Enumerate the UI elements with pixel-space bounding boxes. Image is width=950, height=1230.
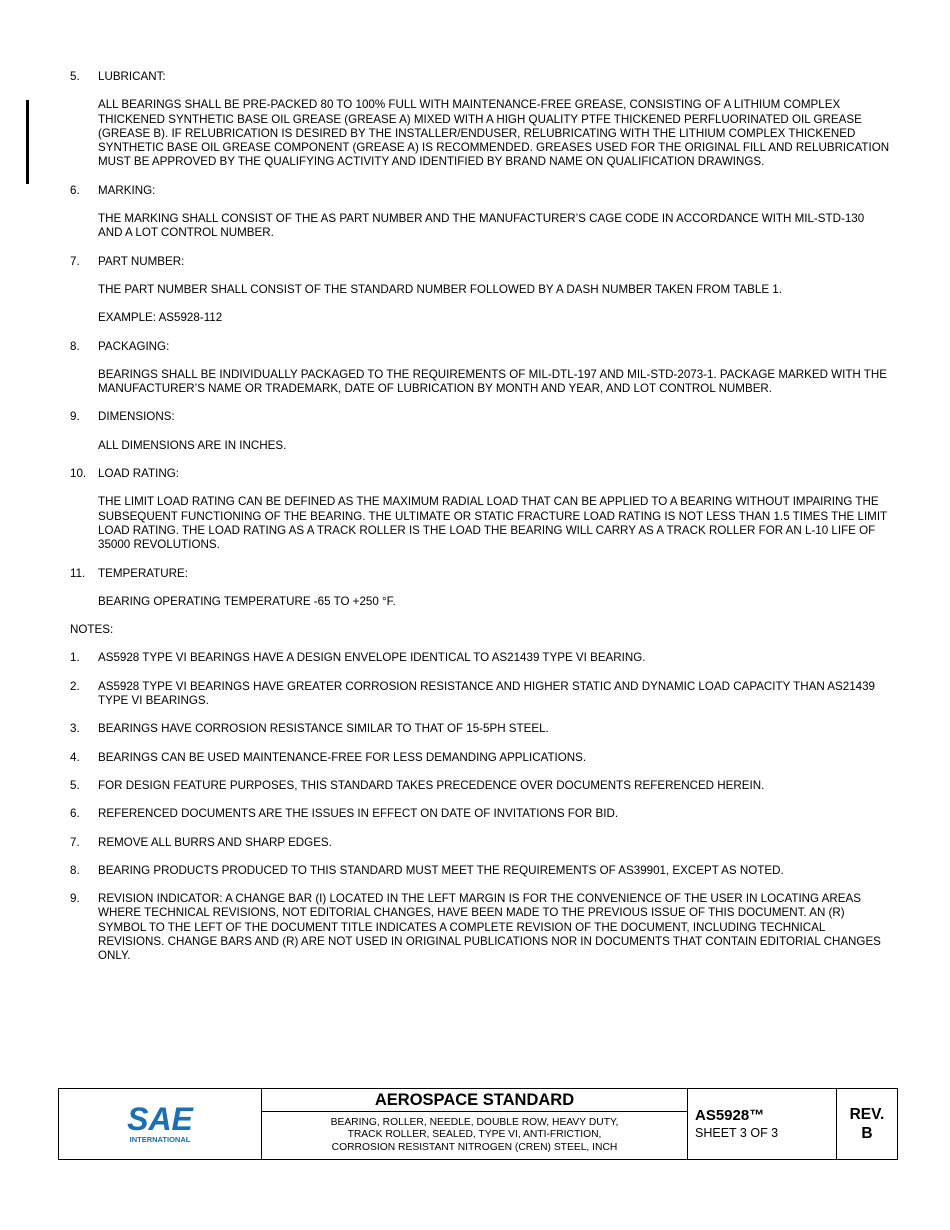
note-text: REVISION INDICATOR: A CHANGE BAR (I) LOCATED IN THE LEFT MARGIN IS FOR THE CONVENIENCE OF THE USER IN LOCATING AREAS WHERE TECHNICAL REVISIONS, NOT EDITORIAL CHANGES, HAVE BEEN MADE TO THE PREVIOUS ISSUE OF THIS DOCUMENT. AN (R) SYMBOL TO THE LEFT OF THE DOCUMENT TITLE INDICATES A COMPLETE REVISION OF THE DOCUMENT, INCLUDING TECHNICAL REVISIONS. CHANGE BARS AND (R) ARE NOT USED IN ORIGINAL PUBLICATIONS NOR IN DOCUMENTS THAT CONTAIN EDITORIAL CHANGES ONLY. (98, 892, 881, 963)
section-number: 5. (70, 70, 80, 83)
note-number: 4. (70, 750, 80, 764)
note-text: AS5928 TYPE VI BEARINGS HAVE GREATER CORROSION RESISTANCE AND HIGHER STATIC AND DYNAMIC LOAD CAPACITY THAN AS21439 TYPE VI BEARINGS. (98, 679, 875, 708)
note-text: REMOVE ALL BURRS AND SHARP EDGES. (98, 835, 332, 849)
section-number: 6. (70, 183, 80, 197)
section-heading: PACKAGING: (98, 339, 170, 353)
section-paragraph: EXAMPLE: AS5928-112 (98, 311, 223, 325)
section-paragraph: BEARINGS SHALL BE INDIVIDUALLY PACKAGED TO THE REQUIREMENTS OF MIL-DTL-197 AND MIL-STD-2073-1. PACKAGE MARKED WITH THE MANUFACTURER’S NAME OR TRADEMARK, DATE OF LUBRICATION BY MONTH AND YEAR, AND LOT CONTROL NUMBER. (98, 367, 887, 396)
title-line: TRACK ROLLER, SEALED, TYPE VI, ANTI-FRICTION, (347, 1129, 602, 1141)
title-line: BEARING, ROLLER, NEEDLE, DOUBLE ROW, HEAVY DUTY, (330, 1116, 619, 1128)
title-cell (262, 1089, 688, 1159)
section-number: 8. (70, 339, 80, 353)
standard-type: AEROSPACE STANDARD (262, 1089, 687, 1112)
section (70, 184, 890, 241)
note-number: 8. (70, 863, 80, 877)
note-text: BEARINGS HAVE CORROSION RESISTANCE SIMILAR TO THAT OF 15-5PH STEEL. (98, 722, 549, 736)
notes-title: NOTES: (70, 623, 114, 637)
note-item (70, 751, 890, 765)
note-number: 2. (70, 679, 80, 693)
section-heading: PART NUMBER: (98, 254, 185, 268)
section-paragraph: THE LIMIT LOAD RATING CAN BE DEFINED AS THE MAXIMUM RADIAL LOAD THAT CAN BE APPLIED TO A BEARING WITHOUT IMPAIRING THE SUBSEQUENT FUNCTIONING OF THE BEARING. THE ULTIMATE OR STATIC FRACTURE LOAD RATING IS NOT LESS THAN 1.5 TIMES THE LIMIT LOAD RATING. THE LOAD RATING AS A TRACK ROLLER IS THE LOAD THE BEARING WILL CARRY AS A TRACK ROLLER FOR AN L-10 LIFE OF 35000 REVOLUTIONS. (98, 495, 887, 552)
sae-logo-icon (120, 1100, 200, 1148)
note-item (70, 680, 890, 709)
note-number: 5. (70, 778, 80, 792)
note-number: 6. (70, 807, 80, 821)
note-text: REFERENCED DOCUMENTS ARE THE ISSUES IN EFFECT ON DATE OF INVITATIONS FOR BID. (98, 807, 619, 821)
note-text: BEARING PRODUCTS PRODUCED TO THIS STANDARD MUST MEET THE REQUIREMENTS OF AS39901, EXCEPT AS NOTED. (98, 863, 784, 877)
section (70, 255, 890, 326)
section (70, 467, 890, 552)
document-title (262, 1112, 687, 1159)
section (70, 410, 890, 453)
note-number: 9. (70, 892, 80, 906)
section (70, 70, 890, 170)
note-number: 1. (70, 651, 80, 665)
section-paragraph: ALL DIMENSIONS ARE IN INCHES. (98, 438, 287, 452)
note-item (70, 864, 890, 878)
sheet-number: SHEET 3 OF 3 (695, 1126, 779, 1140)
change-bar (26, 100, 29, 184)
section-number: 10. (70, 467, 87, 481)
note-number: 3. (70, 722, 80, 736)
note-text: FOR DESIGN FEATURE PURPOSES, THIS STANDARD TAKES PRECEDENCE OVER DOCUMENTS REFERENCED HEREIN. (98, 778, 765, 792)
section-number: 9. (70, 410, 80, 424)
sections-list (70, 70, 890, 609)
section (70, 340, 890, 397)
revision-label: REV. (849, 1106, 885, 1123)
revision-cell (837, 1089, 897, 1159)
revision-value: B (861, 1125, 873, 1142)
document-number: AS5928™ (695, 1107, 765, 1124)
note-item (70, 779, 890, 793)
section-heading: DIMENSIONS: (98, 410, 175, 424)
document-number-cell (688, 1089, 837, 1159)
note-item (70, 807, 890, 821)
note-text: BEARINGS CAN BE USED MAINTENANCE-FREE FOR LESS DEMANDING APPLICATIONS. (98, 750, 587, 764)
sae-logo-subtext: INTERNATIONAL (129, 1135, 191, 1144)
note-item (70, 722, 890, 736)
section-heading: LUBRICANT: (98, 70, 166, 83)
section-heading: TEMPERATURE: (98, 566, 188, 580)
document-body (70, 70, 890, 978)
title-block (58, 1088, 898, 1160)
section-number: 7. (70, 254, 80, 268)
title-line: CORROSION RESISTANT NITROGEN (CREN) STEEL, INCH (331, 1141, 618, 1153)
section-heading: LOAD RATING: (98, 467, 179, 481)
sae-logo (59, 1089, 262, 1159)
note-number: 7. (70, 835, 80, 849)
note-item (70, 892, 890, 963)
section-number: 11. (70, 566, 86, 580)
note-text: AS5928 TYPE VI BEARINGS HAVE A DESIGN ENVELOPE IDENTICAL TO AS21439 TYPE VI BEARING. (98, 651, 646, 665)
sae-logo-text: SAE (127, 1101, 193, 1137)
section (70, 567, 890, 610)
note-item (70, 836, 890, 850)
section-paragraph: THE MARKING SHALL CONSIST OF THE AS PART NUMBER AND THE MANUFACTURER’S CAGE CODE IN ACCORDANCE WITH MIL-STD-130 AND A LOT CONTROL NUMBER. (98, 212, 865, 240)
notes-list (70, 651, 890, 963)
section-paragraph: ALL BEARINGS SHALL BE PRE-PACKED 80 TO 100% FULL WITH MAINTENANCE-FREE GREASE, CONSISTING OF A LITHIUM COMPLEX THICKENED SYNTHETIC BASE OIL GREASE (GREASE A) MIXED WITH A HIGH QUALITY PTFE THICKENED PERFLUORINATED OIL GREASE (GREASE B). IF RELUBRICATION IS DESIRED BY THE INSTALLER/ENDUSER, RELUBRICATING WITH THE LITHIUM COMPLEX THICKENED SYNTHETIC BASE OIL GREASE COMPONENT (GREASE A) IS RECOMMENDED. GREASES USED FOR THE ORIGINAL FILL AND RELUBRICATION MUST BE APPROVED BY THE QUALIFYING ACTIVITY AND IDENTIFIED BY BRAND NAME ON QUALIFICATION DRAWINGS. (98, 98, 890, 169)
section-paragraph: BEARING OPERATING TEMPERATURE -65 TO +250 °F. (98, 594, 396, 608)
section-paragraph: THE PART NUMBER SHALL CONSIST OF THE STANDARD NUMBER FOLLOWED BY A DASH NUMBER TAKEN FROM TABLE 1. (98, 282, 782, 296)
section-heading: MARKING: (98, 183, 156, 197)
note-item (70, 651, 890, 665)
